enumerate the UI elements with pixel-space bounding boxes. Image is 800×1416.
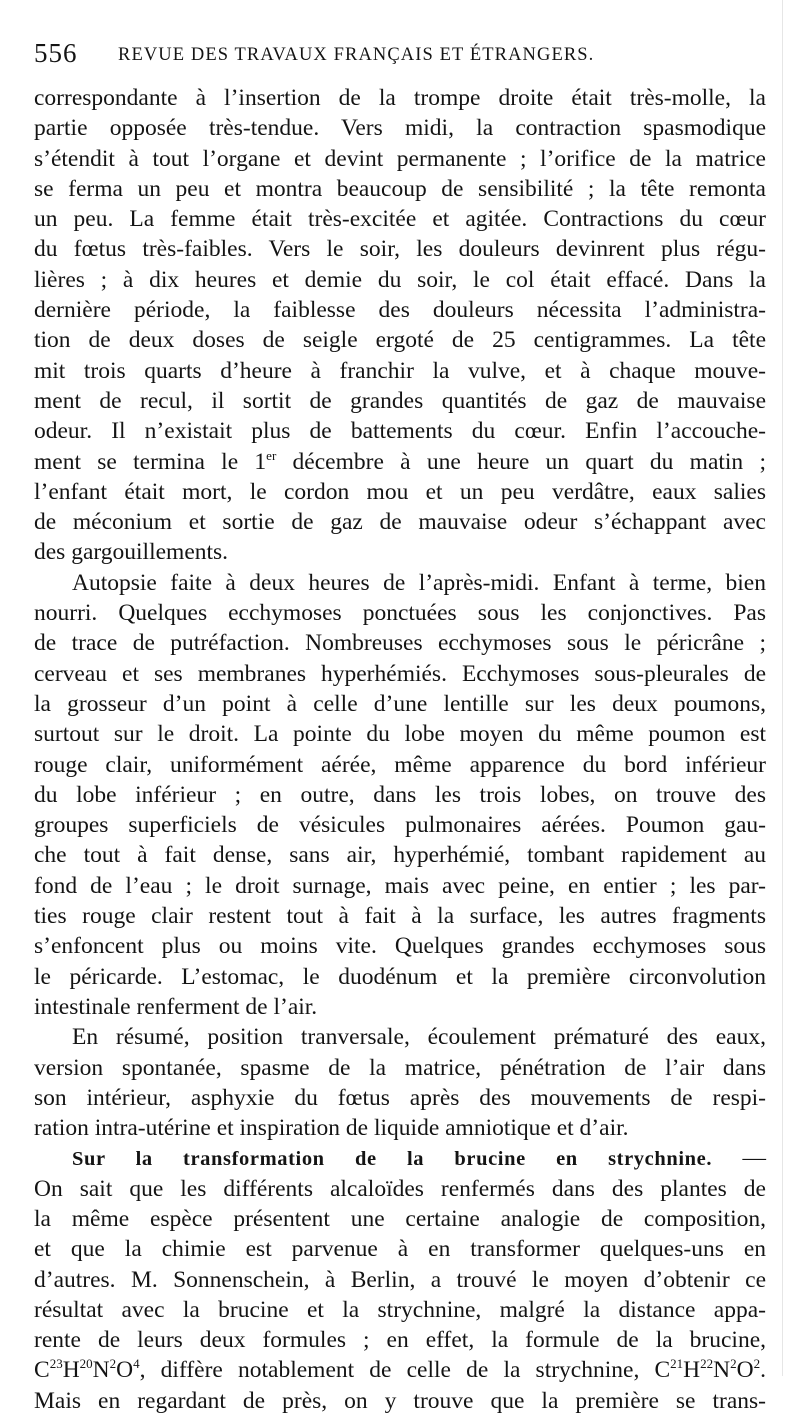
atom-count: 2: [753, 1356, 761, 1372]
paragraph-summary: [34, 1022, 766, 1143]
formula-strychnine: [654, 1357, 760, 1383]
section-title: Sur la transformation de la brucine en strychnine.: [72, 1148, 713, 1171]
page-edge-shadow: [782, 0, 783, 1376]
text-line: la grosseur d’un point à celle d’une lentille sur les deux poumons,: [34, 690, 766, 717]
text-line: partie opposée très-tendue. Vers midi, la contraction spasmodique: [34, 115, 766, 142]
text-line: En résumé, position tranversale, écoulement prématuré des eaux,: [72, 1024, 766, 1051]
section-brucine-strychnine: [34, 1143, 766, 1416]
paragraph-case-report: [34, 83, 766, 568]
atom-count: 2: [109, 1356, 117, 1372]
element-symbol: H: [62, 1357, 80, 1384]
paragraph-autopsy: [34, 568, 766, 1022]
text-line: un peu. La femme était très-excitée et agitée. Contractions du cœur: [34, 206, 766, 233]
text-line: version spontanée, spasme de la matrice, pénétration de l’air dans: [34, 1054, 766, 1081]
text-line: résultat avec la brucine et la strychnine, malgré la distance appa-: [34, 1296, 766, 1323]
element-symbol: N: [92, 1357, 110, 1384]
text-line: groupes superficiels de vésicules pulmonaires aérées. Poumon gau-: [34, 812, 766, 839]
text-line: mit trois quarts d’heure à franchir la vulve, et à chaque mouve-: [34, 357, 766, 384]
element-symbol: H: [683, 1357, 701, 1384]
atom-count: 4: [133, 1356, 140, 1372]
section-heading-line: [34, 1143, 766, 1173]
page-header: [34, 38, 774, 74]
line-text: ment se termina le 1: [34, 448, 267, 475]
atom-count: 23: [49, 1356, 63, 1372]
text-line: surtout sur le droit. La pointe du lobe moyen du même poumon est: [34, 721, 766, 748]
text-line-date: [34, 447, 766, 477]
atom-count: 21: [670, 1356, 684, 1372]
text-line: ration intra-utérine et inspiration de liquide amniotique et d’air.: [34, 1115, 629, 1142]
atom-count: 20: [79, 1356, 93, 1372]
text-line: se ferma un peu et montra beaucoup de sensibilité ; la tête remonta: [34, 175, 766, 202]
atom-count: 22: [700, 1356, 714, 1372]
text-line: ties rouge clair restent tout à fait à la surface, les autres fragments: [34, 903, 766, 930]
page-body: [34, 83, 766, 1416]
text-line: correspondante à l’insertion de la trompe droite était très-molle, la: [34, 85, 766, 111]
text-line: du fœtus très-faibles. Vers le soir, les douleurs devinrent plus régu-: [34, 236, 766, 263]
page-number: 556: [34, 38, 78, 68]
text-line-formulas: [34, 1355, 766, 1385]
text-line: s’enfoncent plus ou moins vite. Quelques grandes ecchymoses sous: [34, 933, 766, 960]
text-line: dernière période, la faiblesse des douleurs nécessita l’administra-: [34, 297, 766, 324]
text-line: de méconium et sortie de gaz de mauvaise odeur s’échappant avec: [34, 509, 766, 536]
text-line: nourri. Quelques ecchymoses ponctuées sous les conjonctives. Pas: [34, 600, 766, 627]
formula-brucine: [34, 1357, 140, 1383]
text-line: Autopsie faite à deux heures de l’après-midi. Enfant à terme, bien: [72, 569, 766, 596]
text-line: d’autres. M. Sonnenschein, à Berlin, a trouvé le moyen d’obtenir ce: [34, 1266, 766, 1293]
text-line: fond de l’eau ; le droit surnage, mais avec peine, en entier ; les par-: [34, 872, 766, 899]
element-symbol: O: [116, 1357, 134, 1384]
text-line: Mais en regardant de près, on y trouve que la première se trans-: [34, 1387, 766, 1414]
element-symbol: O: [736, 1357, 754, 1384]
element-symbol: N: [713, 1357, 731, 1384]
running-head: REVUE DES TRAVAUX FRANÇAIS ET ÉTRANGERS.: [118, 45, 595, 65]
text-line: s’étendit à tout l’organe et devint permanente ; l’orifice de la matrice: [34, 145, 766, 172]
ordinal-superscript: er: [266, 447, 277, 463]
text-line: tion de deux doses de seigle ergoté de 25 centigrammes. La tête: [34, 327, 766, 354]
text-line: des gargouillements.: [34, 539, 229, 566]
text-line: intestinale renferment de l’air.: [34, 993, 318, 1020]
text-line: On sait que les différents alcaloïdes renfermés dans des plantes de: [34, 1175, 766, 1202]
element-symbol: C: [654, 1357, 671, 1384]
text-line: rente de leurs deux formules ; en effet, la formule de la brucine,: [34, 1327, 766, 1354]
text-line: che tout à fait dense, sans air, hyperhémié, tombant rapidement au: [34, 842, 766, 869]
text-line: l’enfant était mort, le cordon mou et un peu verdâtre, eaux salies: [34, 478, 766, 505]
text-line: cerveau et ses membranes hyperhémiés. Ecchymoses sous-pleurales de: [34, 660, 766, 687]
atom-count: 2: [730, 1356, 737, 1372]
line-text: , diffère notablement de celle de la strychnine,: [139, 1357, 655, 1384]
text-line: odeur. Il n’existait plus de battements du cœur. Enfin l’accouche-: [34, 418, 766, 445]
section-dash: —: [712, 1145, 767, 1172]
text-line: la même espèce présentent une certaine analogie de composition,: [34, 1205, 766, 1232]
text-line: et que la chimie est parvenue à en transformer quelques-uns en: [34, 1236, 766, 1263]
element-symbol: C: [34, 1357, 50, 1384]
text-line: du lobe inférieur ; en outre, dans les trois lobes, on trouve des: [34, 781, 766, 808]
text-line: de trace de putréfaction. Nombreuses ecchymoses sous le péricrâne ;: [34, 630, 766, 657]
text-line: ment de recul, il sortit de grandes quantités de gaz de mauvaise: [34, 387, 766, 414]
text-line: son intérieur, asphyxie du fœtus après des mouvements de respi-: [34, 1084, 766, 1111]
line-text: décembre à une heure un quart du matin ;: [276, 448, 766, 475]
line-text: .: [760, 1357, 766, 1384]
text-line: le péricarde. L’estomac, le duodénum et la première circonvolution: [34, 963, 766, 990]
text-line: lières ; à dix heures et demie du soir, le col était effacé. Dans la: [34, 266, 766, 293]
text-line: rouge clair, uniformément aérée, même apparence du bord inférieur: [34, 751, 766, 778]
